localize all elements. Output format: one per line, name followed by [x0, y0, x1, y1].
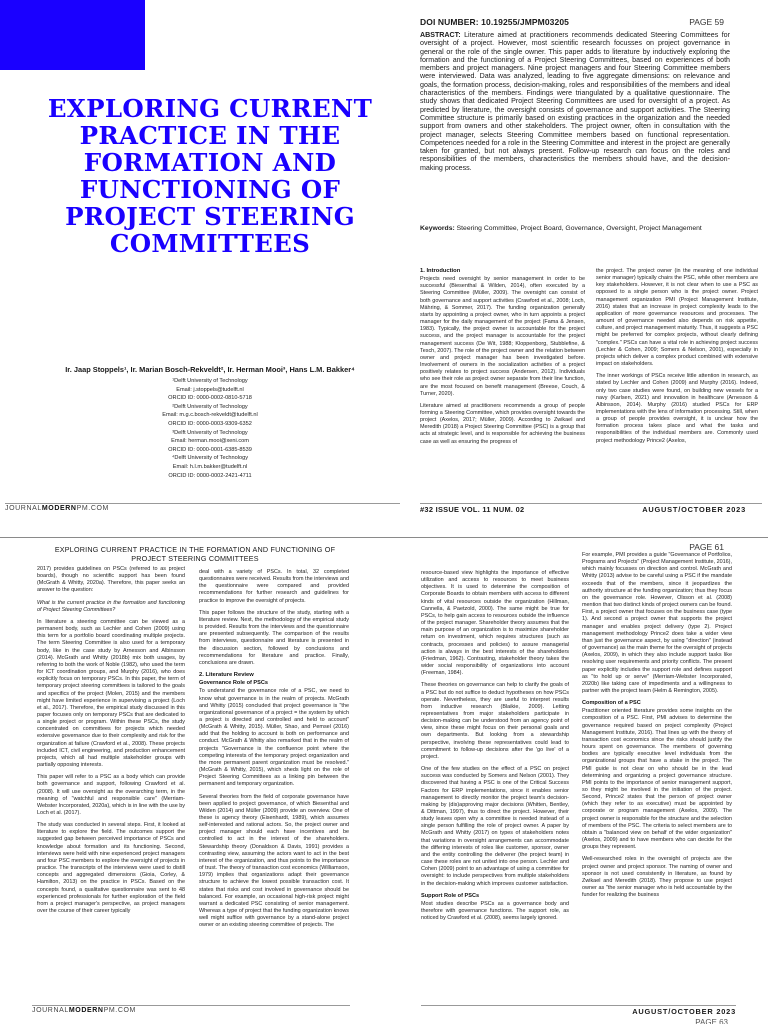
brand-part: PM.COM [103, 1007, 136, 1014]
brand-part-bold: MODERN [68, 1007, 104, 1014]
affiliation-line: ORCID ID: 0000-0002-2421-4711 [168, 472, 252, 479]
section-heading-introduction: 1. Introduction [420, 268, 461, 274]
body-column-4 [582, 552, 732, 1002]
brand-part: JOURNAL [32, 1007, 69, 1014]
running-header: EXPLORING CURRENT PRACTICE IN THE FORMATION AND FUNCTIONING OF PROJECT STEERING COMMITTEES [54, 545, 336, 563]
footer-rule-left [5, 503, 400, 504]
affiliation-line: ORCID ID: 0000-0003-9309-6352 [168, 420, 252, 427]
authors-block [20, 365, 400, 480]
affiliation-line: ²Delft University of Technology [172, 403, 248, 410]
paragraph: the project. The project owner (in the meaning of one individual senior manager) typically chairs the PSC, while other members are key stakeholders. However, it is not clear when to use a PSC as opposed to a single person who is the project owner. Project management organization PMI (Project Management Institute, 2016) states that an increase in project complexity leads to the application of more governance resources and processes. The amount of governance needed also depends on risk appetite, culture, and project management maturity. Thus, it suggests a PSC might be preferred for complex projects, without clearly defining "complex." PSCs can have a vital role in achieving project success (Lechler & Cohen, 2009; Somers & Nelson, 2001), especially in projects which deliver a complex product combined with extensive impact on stakeholders. [596, 268, 758, 368]
brand-part-bold: MODERN [41, 505, 77, 512]
paragraph: Well-researched roles in the oversight of projects are the project owner and project sponsor. The naming of owner and sponsor is not used consistently in literature, as found by Zwikael and Meredith (2018). They propose to use project owner as "the senior manager who is held accountable by the funder for realizing the business [582, 856, 732, 899]
intro-column-2 [596, 268, 758, 502]
issue-label: #32 ISSUE VOL. 11 NUM. 02 [420, 505, 525, 514]
affiliation-line: Email: h.l.m.bakker@tudelft.nl [172, 463, 248, 470]
paragraph: deal with a variety of PSCs. In total, 32 completed questionnaires were received. Results from the interviews and the questionnaire were compared and provided recommendations for further research and guidelines for practice to improve the oversight of projects. [199, 569, 349, 604]
intro-column-1 [420, 268, 585, 502]
affiliation-line: Email: j.stoppels@tudelft.nl [176, 386, 244, 393]
journal-brand [32, 1007, 136, 1014]
affiliation-line: ⁴Delft University of Technology [172, 455, 248, 462]
body-column-1 [37, 566, 185, 1002]
page-number: PAGE 61 [689, 542, 724, 552]
paragraph: resource-based view highlights the importance of effective utilization and access to resources to meet business objectives. It is used to determine the composition of Corporate Boards to obtain members with access to different kinds of vital resources outside the organization (Hillman, Cannella, & Paetzold, 2000). The same might be true for PSCs, to help gain access to resources outside the influence of the project manager. Shareholder theory assumes that the main purpose of an organization is to maximize shareholder return on investment, which requires structures (such as contracts, processes and policies) to assure managerial action is always in the best interests of the shareholders (Friedman, 1962). Contrasting, stakeholder theory takes the wider social responsibility of organizations into account (Freeman, 1984). [421, 570, 569, 677]
paragraph: This paper follows the structure of the study, starting with a literature review. Next, the methodology of the empirical study is provided. Results from the interviews and the questionnaire are presented subsequently. The comparison of the results from interviews, questionnaire and literature is presented in the discussion section, followed by conclusions and recommendations for literature and practice. Finally, conclusions are drawn. [199, 609, 349, 666]
subheading-governance: Governance Role of PSCs [199, 680, 269, 687]
issue-date: AUGUST/OCTOBER 2023 [632, 1007, 736, 1016]
footer-rule-right [420, 503, 762, 504]
affiliation-line: ORCID ID: 0000-0002-0810-5718 [168, 395, 252, 402]
footer-rule-left [32, 1005, 350, 1006]
body-column-2 [199, 569, 349, 1002]
doi-number: DOI NUMBER: 10.19255/JMPM03205 [420, 17, 569, 27]
abstract-label: ABSTRACT: [420, 31, 461, 39]
paragraph: Several theories from the field of corporate governance have been applied to project governance, of which Biesenthal and Wilden (2014) and Müller (2009) provide an overview. One of these is agency theory (Eisenhardt, 1989), which assumes self-interested and rational actors. So, the project owner and project manager should each have incentives and be controlled to act in the interest of the shareholders. Stewardship theory (Donaldson & Davis, 1991) provides a contrasting view, assuming the actors want to act in the best interest of the organization, and thus points to the importance of trust. The theory of transaction cost economics (Williamson, 1979) implies that organizations adapt their governance structure to achieve the lowest possible transaction cost. It states that risks and cost involved in governance should be balanced. For example, an occasional high-risk project might warrant a dedicated PSC consisting of senior management. Whereas a type of project that the funding organization knows well might suffice with governance by a stand-alone project owner or an existing steering committee of projects. The [199, 793, 349, 929]
research-question: What is the current practice in the formation and functioning of Project Steering Committees? [37, 599, 185, 613]
paragraph: In literature a steering committee can be viewed as a permanent body, such as Lechler and Cohen (2009) using this term for a portfolio board coordinating multiple projects. The term Steering Committee is also used for a temporary body, like in the case study by Arnesson and Albinsson (2014). McGrath and Whitty (2018b) mix both usages, by referring to both the work of Noble (1982), who used the term for ICT coordination groups, and Murphy (2016), who does explicitly focus on temporary PSCs. In this paper, the term of temporary project steering committees is tailored to the goals and specifics of the project (Molen, 2015) and the members might have limited experience in supervising a project (Loch et al., 2017). Therefore, the empirical study discussed in this paper focuses only on temporary PSCs that are dedicated to a single project or program. Within these PSCs, the study concentrated on committees for projects which needed extensive governance due to their complexity and risk for the organization at failure (Crawford et al., 2008). These projects included ICT, civil engineering, and production enhancement projects, which all had multiple stakeholder groups with partially opposing interests. [37, 618, 185, 769]
section-heading-literature: 2. Literature Review [199, 672, 254, 679]
paragraph: The inner workings of PSCs receive little attention in research, as stated by Lechler and Cohen (2009) and Murphy (2016). Indeed, only two case studies were found, on building new vessels for a navy (Karlsen, 2021) and innovation in healthcare (Arnesson & Albinsson, 2014). Murphy (2016) studied PSCs for ERP implementations with the lens of information processing. Still, when a group of people provides oversight, it is unclear how the formation process takes place and what the tasks and responsibilities of the individual members are. Commonly used project methodology Prince2 (Axelos, [596, 373, 758, 444]
paragraph: Most studies describe PSCs as a governance body and therefore with governance functions. The support role, as noticed by Crawford et al. (2008), seems largely ignored. [421, 900, 569, 922]
page-number: PAGE 59 [689, 17, 724, 27]
paragraph: To understand the governance role of a PSC, we need to know what governance is in the realm of projects. McGrath and Whitty (2015) concluded that project governance is "the organizational governance of a project = the system by which a project is directed and controlled and held to account" (McGrath & Whitty, 2015). Müller, Shao, and Pemsel (2016) add that the holding to account is both on performance and conduct. McGrath & Whitty also remarked that in the realm of projects "Governance is the confluence point where the competing interests of the temporary project organization and the more permanent parent organization must be resolved." (McGrath & Whitty, 2015), which sheds light on the role of Project Steering Committees as a linking pin between the permanent and temporary organization. [199, 688, 349, 788]
issue-date: AUGUST/OCTOBER 2023 [642, 505, 746, 514]
abstract-text: Literature aimed at practitioners recommends dedicated Steering Committees for oversight of a project. However, most scientific research focusses on project governance in general or the role of the single owner. This paper adds to literature by inductively exploring the formation and the functioning of a Project Steering Committees, based on experiences of both members and project managers. Nine project managers and four Steering Committee members were interviewed. Data was analyzed, leading to five aggregate dimensions: on relevance and goals, the formation process, decision-making, roles and responsibilities of the members and ideal characteristics of the members. Findings were triangulated by a qualitative questionnaire. The study shows that dedicated Project Steering Committees are used for oversight of a project. As predicted by literature, the oversight consists of governance and support activities. The Steering Committee structure is primarily based on existing practices in the organization and the needed support from owners and other stakeholders. The project owner, often in consultation with the project manager, selects Steering Committee members based on functional representation. Competences needed for a role in the Steering Committee and interest in the project are generally taken for granted, but not always present. Follow-up research can focus on the roles and responsibilities of the members, characteristics the members should have, and the decision-making process. [420, 31, 730, 172]
affiliation-list [20, 377, 400, 480]
paragraph: Literature aimed at practitioners recommends a group of people forming a Steering Committee, which provides oversight towards the project (Axelos, 2017; Müller, 2009). According to Zwikael and Meredith (2018) a Project Steering Committee (PSC) is a group that acts at strategic level, and is responsible for achieving the business case as well as ensuring the progress of [420, 402, 585, 445]
subheading-composition: Composition of a PSC [582, 700, 641, 707]
keywords-label: Keywords: [420, 225, 455, 232]
footer-rule-right [421, 1005, 736, 1006]
paragraph: This paper will refer to a PSC as a body which can provide both governance and support, following Crawford et al. (2008). It will use oversight as the overarching term, in the meaning of "watchful and responsible care" (Merriam-Webster Incorporated, 2020a), which is in line with the use by Loch et al. (2017). [37, 774, 185, 816]
affiliation-line: ORCID ID: 0000-0001-6385-8539 [168, 446, 252, 453]
affiliation-line: ¹Delft University of Technology [172, 378, 248, 384]
paragraph: For example, PMI provides a guide "Governance of Portfolios, Programs and Projects" (Project Management Institute, 2016), which mainly focusses on direction and control. McGrath and Whitty (2013) advise to be careful using a PSC if the mandate exceeds that of the members, since it jeopardizes the authority structure at the funding organization; thus they focus on the governance role. However, Olsson et al. (2008) mention that two distinct kinds of project owners can be found. First, a project owner that focuses on the business case (type 1). And second a project owner that supports the project manager and enables project delivery (type 2). Project management methodology Prince2 does take a wider view than just the governance aspect, by using "direction" (instead of governance) as the main theme for the oversight of projects (Axelos, 2009), in which they also include support tasks like resolving user requirements and priority conflicts. The present paper explicitly includes the support role and defines support as "to hold up or serve" (Merriam-Webster Incorporated, 2020b) like taking care of impediments and a willingness to partner with the project team (Helm & Remington, 2005). [582, 552, 732, 694]
brand-part: JOURNAL [5, 505, 42, 512]
affiliation-line: ³Delft University of Technology [172, 429, 248, 436]
paragraph: 2017) provides guidelines on PSCs (referred to as project boards), though no scientific support has been found (McGrath & Whitty, 2020a). Therefore, this paper seeks an answer to the question: [37, 566, 185, 594]
paragraph: One of the few studies on the effect of a PSC on project success was conducted by Somers and Nelson (2001). They discovered that having a PSC is one of the Critical Success Factors for ERP implementations, since it enables senior management to directly monitor the project team's decision-making by (dis)approving major decisions (Whitten, Bentley, & Dittman, 1997), thus to direct the project. However, their study leaves open why a committee is needed instead of a single person fulfilling the role of project owner. A paper by McGrath and Whitty (2017) on types of stakeholders notes that variations in oversight arrangements can accommodate the differing interests of roles like customer, sponsor, owner and the entity controlling the deliverer (the project team) in case these roles are not united into one person. Lechler and Cohen (2009) point to an advantage of using a committee for oversight: to include perspectives from multiple stakeholders in the decision-making which improves customer satisfaction. [421, 766, 569, 887]
page-61 [0, 538, 768, 1024]
keywords-text: Steering Committee, Project Board, Governance, Oversight, Project Management [456, 225, 702, 232]
article-title: EXPLORING CURRENT PRACTICE IN THE FORMATION AND FUNCTIONING OF PROJECT STEERING COMMITTEES [47, 94, 373, 258]
blue-color-block [0, 0, 145, 70]
paragraph: Projects need oversight by senior management in order to be successful (Biesenthal & Wilden, 2014), often executed by a Steering Committee (Müller, 2009). The oversight can consist of both governance and support activities (Crawford et al., 2008; Loch, Mähring, & Sommer, 2017). The funding organization generally starts by appointing a project owner, who in turn appoints a project manager for the daily management of the project (Fama & Jensen, 1983). Typically, the project owner is accountable for the project success, and the project manager is accountable for the project management success (De Wit, 1988; Kloppenborg, Stubblefine, & Tesch, 2007). The role of the project owner and the relation between owner and project manager has been investigated before. Involvement of owners in the socialization activities of a project positively relates to project success (Andersen, 2012). Individuals who see their role as project owner separate from their line function, are the most focused on benefit management (Breese, Couch, & Turner, 2020). [420, 276, 585, 397]
journal-brand [5, 505, 109, 512]
body-column-3 [421, 570, 569, 1002]
affiliation-line: Email: herman.mooi@xeni.com [171, 438, 249, 445]
next-page-number: PAGE 63 [695, 1018, 728, 1024]
subheading-support: Support Role of PSCs [421, 892, 480, 899]
author-names: Ir. Jaap Stoppels¹, Ir. Marian Bosch-Rekveldt², Ir. Herman Mooi³, Hans L.M. Bakker⁴ [65, 365, 355, 374]
paragraph: These theories on governance can help to clarify the goals of a PSC but do not suffice to deduct hypotheses on how PSCs operate. Nevertheless, they are useful to interpret results from inductive research (Blaikie, 2009). Letting representatives from major stakeholders participate in decision-making can be understood from an agency point of view, since these might focus on their personal goals and own departments. But looking from a stewardship perspective, involving these representatives could lead to commitment to follow-up decisions after the 'go live' of a project. [421, 682, 569, 760]
keywords [420, 225, 730, 233]
paragraph: Practitioner oriented literature provides some insights on the composition of a PSC. First, PMI advises to determine the governance required based on project complexity (Project Management Institute, 2016). That lines up with the theory of transaction cost economics since the risks should justify the hours spent on governance. The members of governing bodies are typically executive level individuals from the organizational groups that have a stake in the project. The PMI guide is not clear on who should be in the lead determining and organizing a project governance structure. PMI points to the importance of senior management support, so they might be involved in the initiation of the project. Second, Prince2 states that the person of project owner (which they refer to as executive) must be appointed by corporate or program management (Axelos, 2009). The project owner is responsible for the structure and the selection of members of the PSC. The criteria to select members are to obtain a "balanced view on behalf of the wider organization" (Axelos, 2009) and to have members who can decide for the groups they represent. [582, 708, 732, 851]
abstract [420, 31, 730, 172]
brand-part: PM.COM [76, 505, 109, 512]
paragraph: The study was conducted in several steps. First, it looked at literature to explore the field. The outcomes support the suggested gap between perceived importance of PSCs and knowledge about formation and its functioning. Second, interviews were held with nine experienced project managers and four PSC members to explore the oversight of projects in practice. The transcripts of the interviews were used to distill concepts and aggregated dimensions (Gioia, Corley, & Hamilton, 2013) on the practice in PSCs. Based on the concepts found, a qualitative questionnaire was sent to 48 experienced professionals for further exploration of the field from a project manager's perspective, as project managers over the course of their career typically [37, 822, 185, 915]
affiliation-line: Email: m.g.c.bosch-rekveldt@tudelft.nl [162, 412, 258, 419]
